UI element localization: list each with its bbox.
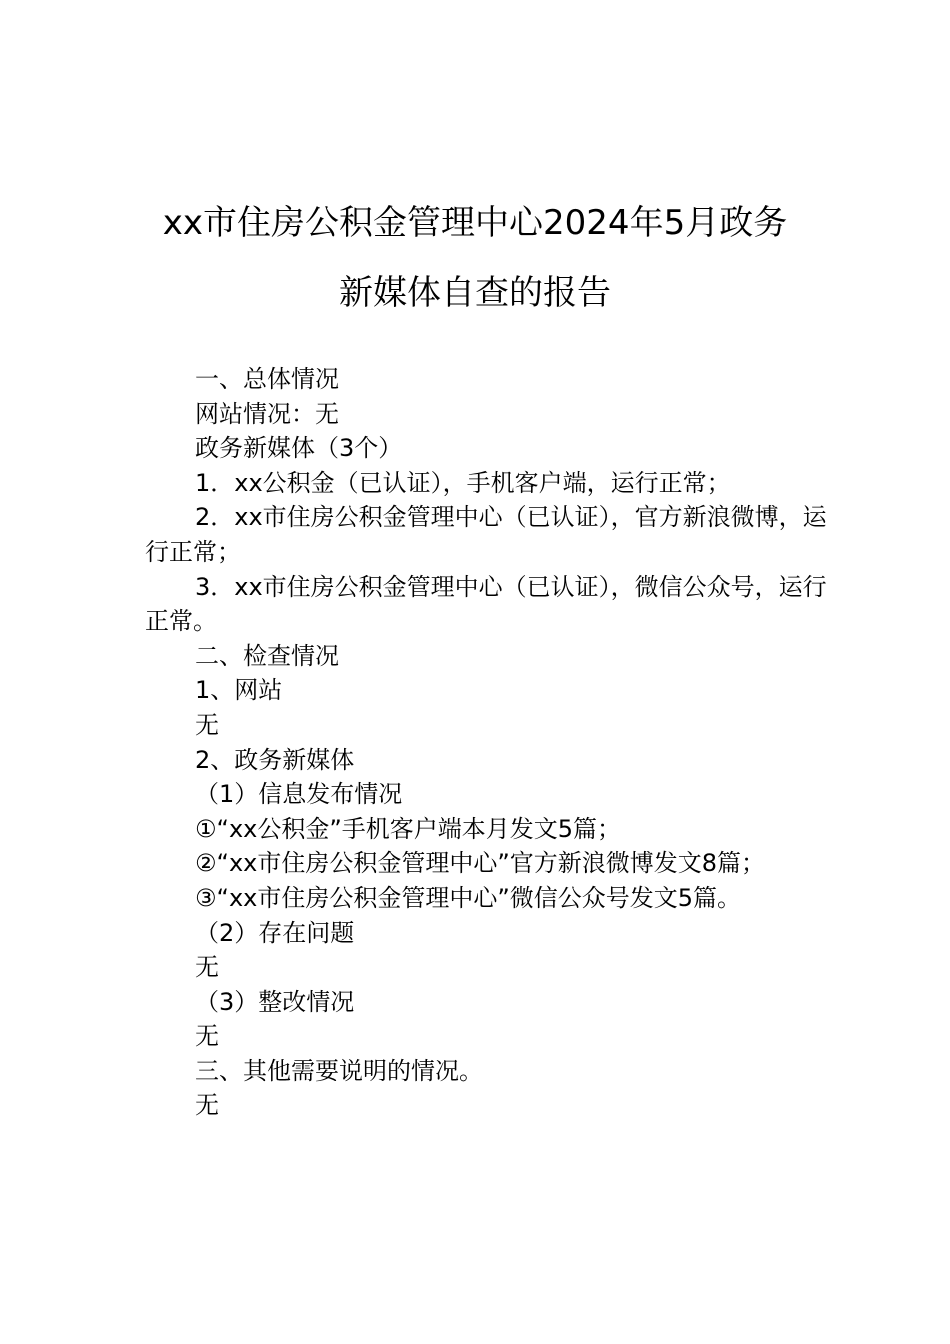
section-heading-overall: 一、总体情况 [195, 365, 339, 393]
list-item-media-3: 3．xx市住房公积金管理中心（已认证），微信公众号，运行正常。 [145, 572, 827, 636]
document-title-line-2: 新媒体自查的报告 [339, 273, 611, 313]
list-item-media-1: 1．xx公积金（已认证），手机客户端，运行正常； [195, 468, 731, 497]
paragraph-rectification-none: 无 [195, 1022, 219, 1051]
document-title-line-1: xx市住房公积金管理中心2024年5月政务 [162, 203, 788, 243]
subheading-publishing: （1）信息发布情况 [195, 780, 403, 809]
section-heading-other: 三、其他需要说明的情况。 [195, 1056, 483, 1085]
list-item-media-2: 2．xx市住房公积金管理中心（已认证），官方新浪微博，运行正常； [145, 503, 827, 566]
subheading-problems: （2）存在问题 [195, 918, 355, 947]
list-item-publish-2: ②“xx市住房公积金管理中心”官方新浪微博发文8篇； [195, 849, 766, 878]
paragraph-new-media-count: 政务新媒体（3个） [195, 434, 403, 463]
subheading-website: 1、网站 [195, 676, 283, 705]
document-body [145, 362, 835, 1123]
list-item-publish-3: ③“xx市住房公积金管理中心”微信公众号发文5篇。 [195, 883, 742, 912]
subheading-rectification: （3）整改情况 [195, 987, 355, 1016]
section-heading-inspection: 二、检查情况 [195, 641, 339, 670]
paragraph-other-none: 无 [195, 1091, 219, 1120]
list-item-publish-1: ①“xx公积金”手机客户端本月发文5篇； [195, 814, 622, 843]
paragraph-website-none: 无 [195, 710, 219, 739]
subheading-new-media: 2、政务新媒体 [195, 745, 355, 774]
paragraph-website-status: 网站情况：无 [195, 399, 339, 428]
paragraph-problems-none: 无 [195, 953, 219, 982]
